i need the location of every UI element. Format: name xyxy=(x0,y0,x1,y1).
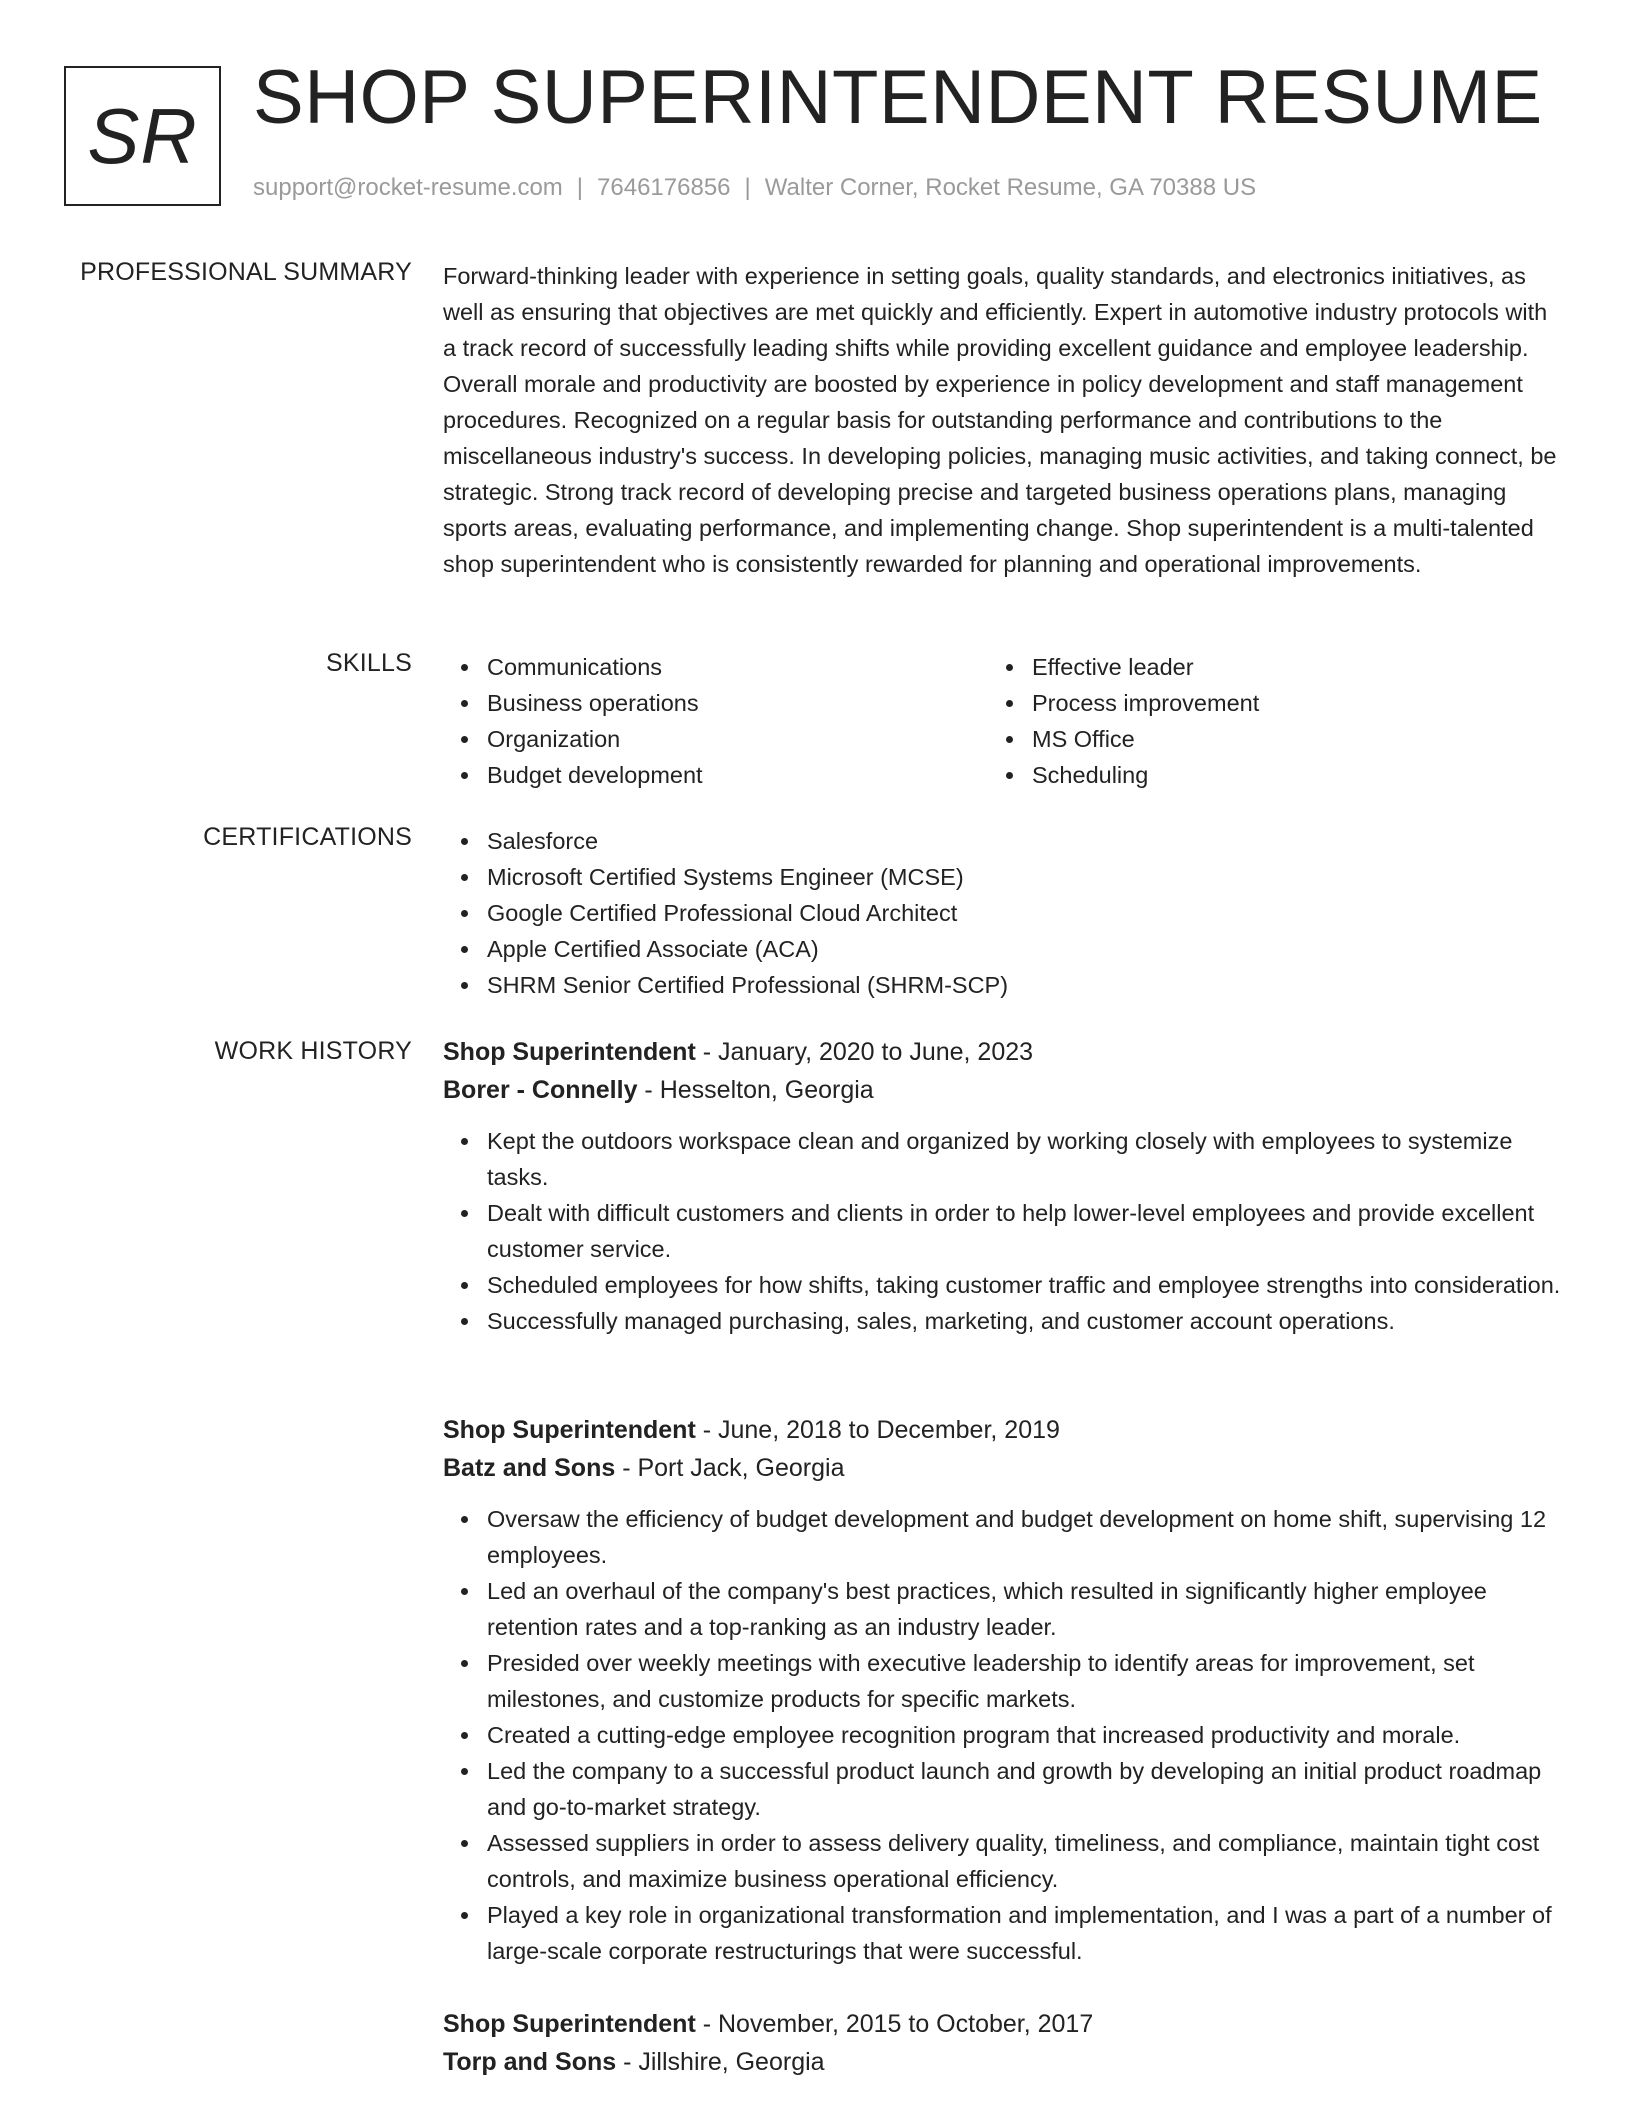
summary-body xyxy=(443,258,1558,582)
job-bullet: Kept the outdoors workspace clean and organized by working closely with employees to systemize tasks. xyxy=(443,1123,1563,1195)
contact-separator: | xyxy=(576,174,584,201)
contact-line xyxy=(253,174,1256,202)
job-title: Shop Superintendent xyxy=(443,1038,696,1066)
skills-body xyxy=(443,649,1558,793)
section-label-certifications: CERTIFICATIONS xyxy=(203,823,412,851)
job-bullet: Played a key role in organizational transformation and implementation, and I was a part of a number of large-scale corporate restructurings that were successful. xyxy=(443,1897,1563,1969)
job-bullet: Led the company to a successful product launch and growth by developing an initial product roadmap and go-to-market strategy. xyxy=(443,1753,1563,1825)
job-dates: - January, 2020 to June, 2023 xyxy=(695,1038,1034,1066)
certification-item: Salesforce xyxy=(443,823,1558,859)
job-bullet: Dealt with difficult customers and clients in order to help lower-level employees and provide excellent customer service. xyxy=(443,1195,1563,1267)
job-bullet: Oversaw the efficiency of budget development and budget development on home shift, supervising 12 employees. xyxy=(443,1501,1563,1573)
job-bullet: Created a cutting-edge employee recognition program that increased productivity and morale. xyxy=(443,1717,1563,1753)
job-title: Shop Superintendent xyxy=(443,1416,696,1444)
skill-item: Communications xyxy=(443,649,988,685)
job-bullet: Scheduled employees for how shifts, taking customer traffic and employee strengths into consideration. xyxy=(443,1267,1563,1303)
job-dates: - June, 2018 to December, 2019 xyxy=(695,1416,1060,1444)
job-dates: - November, 2015 to October, 2017 xyxy=(695,2010,1094,2038)
job-entry xyxy=(443,2005,1563,2081)
job-company-line xyxy=(443,1449,1563,1487)
job-company: Borer - Connelly xyxy=(443,1076,638,1104)
certification-item: Google Certified Professional Cloud Architect xyxy=(443,895,1558,931)
job-bullets xyxy=(443,1501,1563,1969)
job-entry xyxy=(443,1411,1563,1969)
job-title: Shop Superintendent xyxy=(443,2010,696,2038)
certifications-list xyxy=(443,823,1558,1003)
section-label-summary: PROFESSIONAL SUMMARY xyxy=(80,258,412,286)
skill-item: Business operations xyxy=(443,685,988,721)
job-title-line xyxy=(443,2005,1563,2043)
job-company-line xyxy=(443,2043,1563,2081)
job-bullet: Assessed suppliers in order to assess delivery quality, timeliness, and compliance, maintain tight cost controls, and maximize business operational efficiency. xyxy=(443,1825,1563,1897)
job-location: - Port Jack, Georgia xyxy=(615,1454,845,1482)
monogram-logo xyxy=(64,66,221,206)
job-location: - Hesselton, Georgia xyxy=(637,1076,874,1104)
job-company: Torp and Sons xyxy=(443,2048,617,2076)
contact-phone: 7646176856 xyxy=(597,174,731,201)
certification-item: Apple Certified Associate (ACA) xyxy=(443,931,1558,967)
skill-item: Process improvement xyxy=(988,685,1533,721)
contact-address: Walter Corner, Rocket Resume, GA 70388 US xyxy=(764,174,1257,201)
skill-item: Effective leader xyxy=(988,649,1533,685)
certifications-body xyxy=(443,823,1558,1003)
section-label-work-history: WORK HISTORY xyxy=(214,1037,412,1065)
job-company: Batz and Sons xyxy=(443,1454,616,1482)
job-bullets xyxy=(443,1123,1563,1339)
job-bullet: Successfully managed purchasing, sales, marketing, and customer account operations. xyxy=(443,1303,1563,1339)
resume-title: SHOP SUPERINTENDENT RESUME xyxy=(253,55,1543,140)
job-entry xyxy=(443,1033,1563,1339)
skill-item: MS Office xyxy=(988,721,1533,757)
contact-email: support@rocket-resume.com xyxy=(253,174,563,201)
certification-item: SHRM Senior Certified Professional (SHRM-SCP) xyxy=(443,967,1558,1003)
skill-item: Scheduling xyxy=(988,757,1533,793)
monogram-initials: SR xyxy=(87,91,198,180)
certification-item: Microsoft Certified Systems Engineer (MCSE) xyxy=(443,859,1558,895)
skills-list-left xyxy=(443,649,988,793)
job-bullet: Led an overhaul of the company's best practices, which resulted in significantly higher employee retention rates and a top-ranking as an industry leader. xyxy=(443,1573,1563,1645)
job-bullet: Presided over weekly meetings with executive leadership to identify areas for improvement, set milestones, and customize products for specific markets. xyxy=(443,1645,1563,1717)
job-title-line xyxy=(443,1033,1563,1071)
skill-item: Budget development xyxy=(443,757,988,793)
job-title-line xyxy=(443,1411,1563,1449)
skills-list-right xyxy=(988,649,1533,793)
skill-item: Organization xyxy=(443,721,988,757)
job-company-line xyxy=(443,1071,1563,1109)
contact-separator: | xyxy=(744,174,751,201)
job-location: - Jillshire, Georgia xyxy=(616,2048,825,2076)
section-label-skills: SKILLS xyxy=(326,649,412,677)
summary-text: Forward-thinking leader with experience in setting goals, quality standards, and electronics initiatives, as well as ensuring that objectives are met quickly and efficiently. Expert in automotive industry protocols with a track record of successfully leading shifts while providing excellent guidance and employee leadership. Overall morale and productivity are boosted by experience in policy development and staff management procedures. Recognized on a regular basis for outstanding performance and contributions to the miscellaneous industry's success. In developing policies, managing music activities, and taking connect, be strategic. Strong track record of developing precise and targeted business operations plans, managing sports areas, evaluating performance, and implementing change. Shop superintendent is a multi-talented shop superintendent who is consistently rewarded for planning and operational improvements. xyxy=(443,263,1557,577)
